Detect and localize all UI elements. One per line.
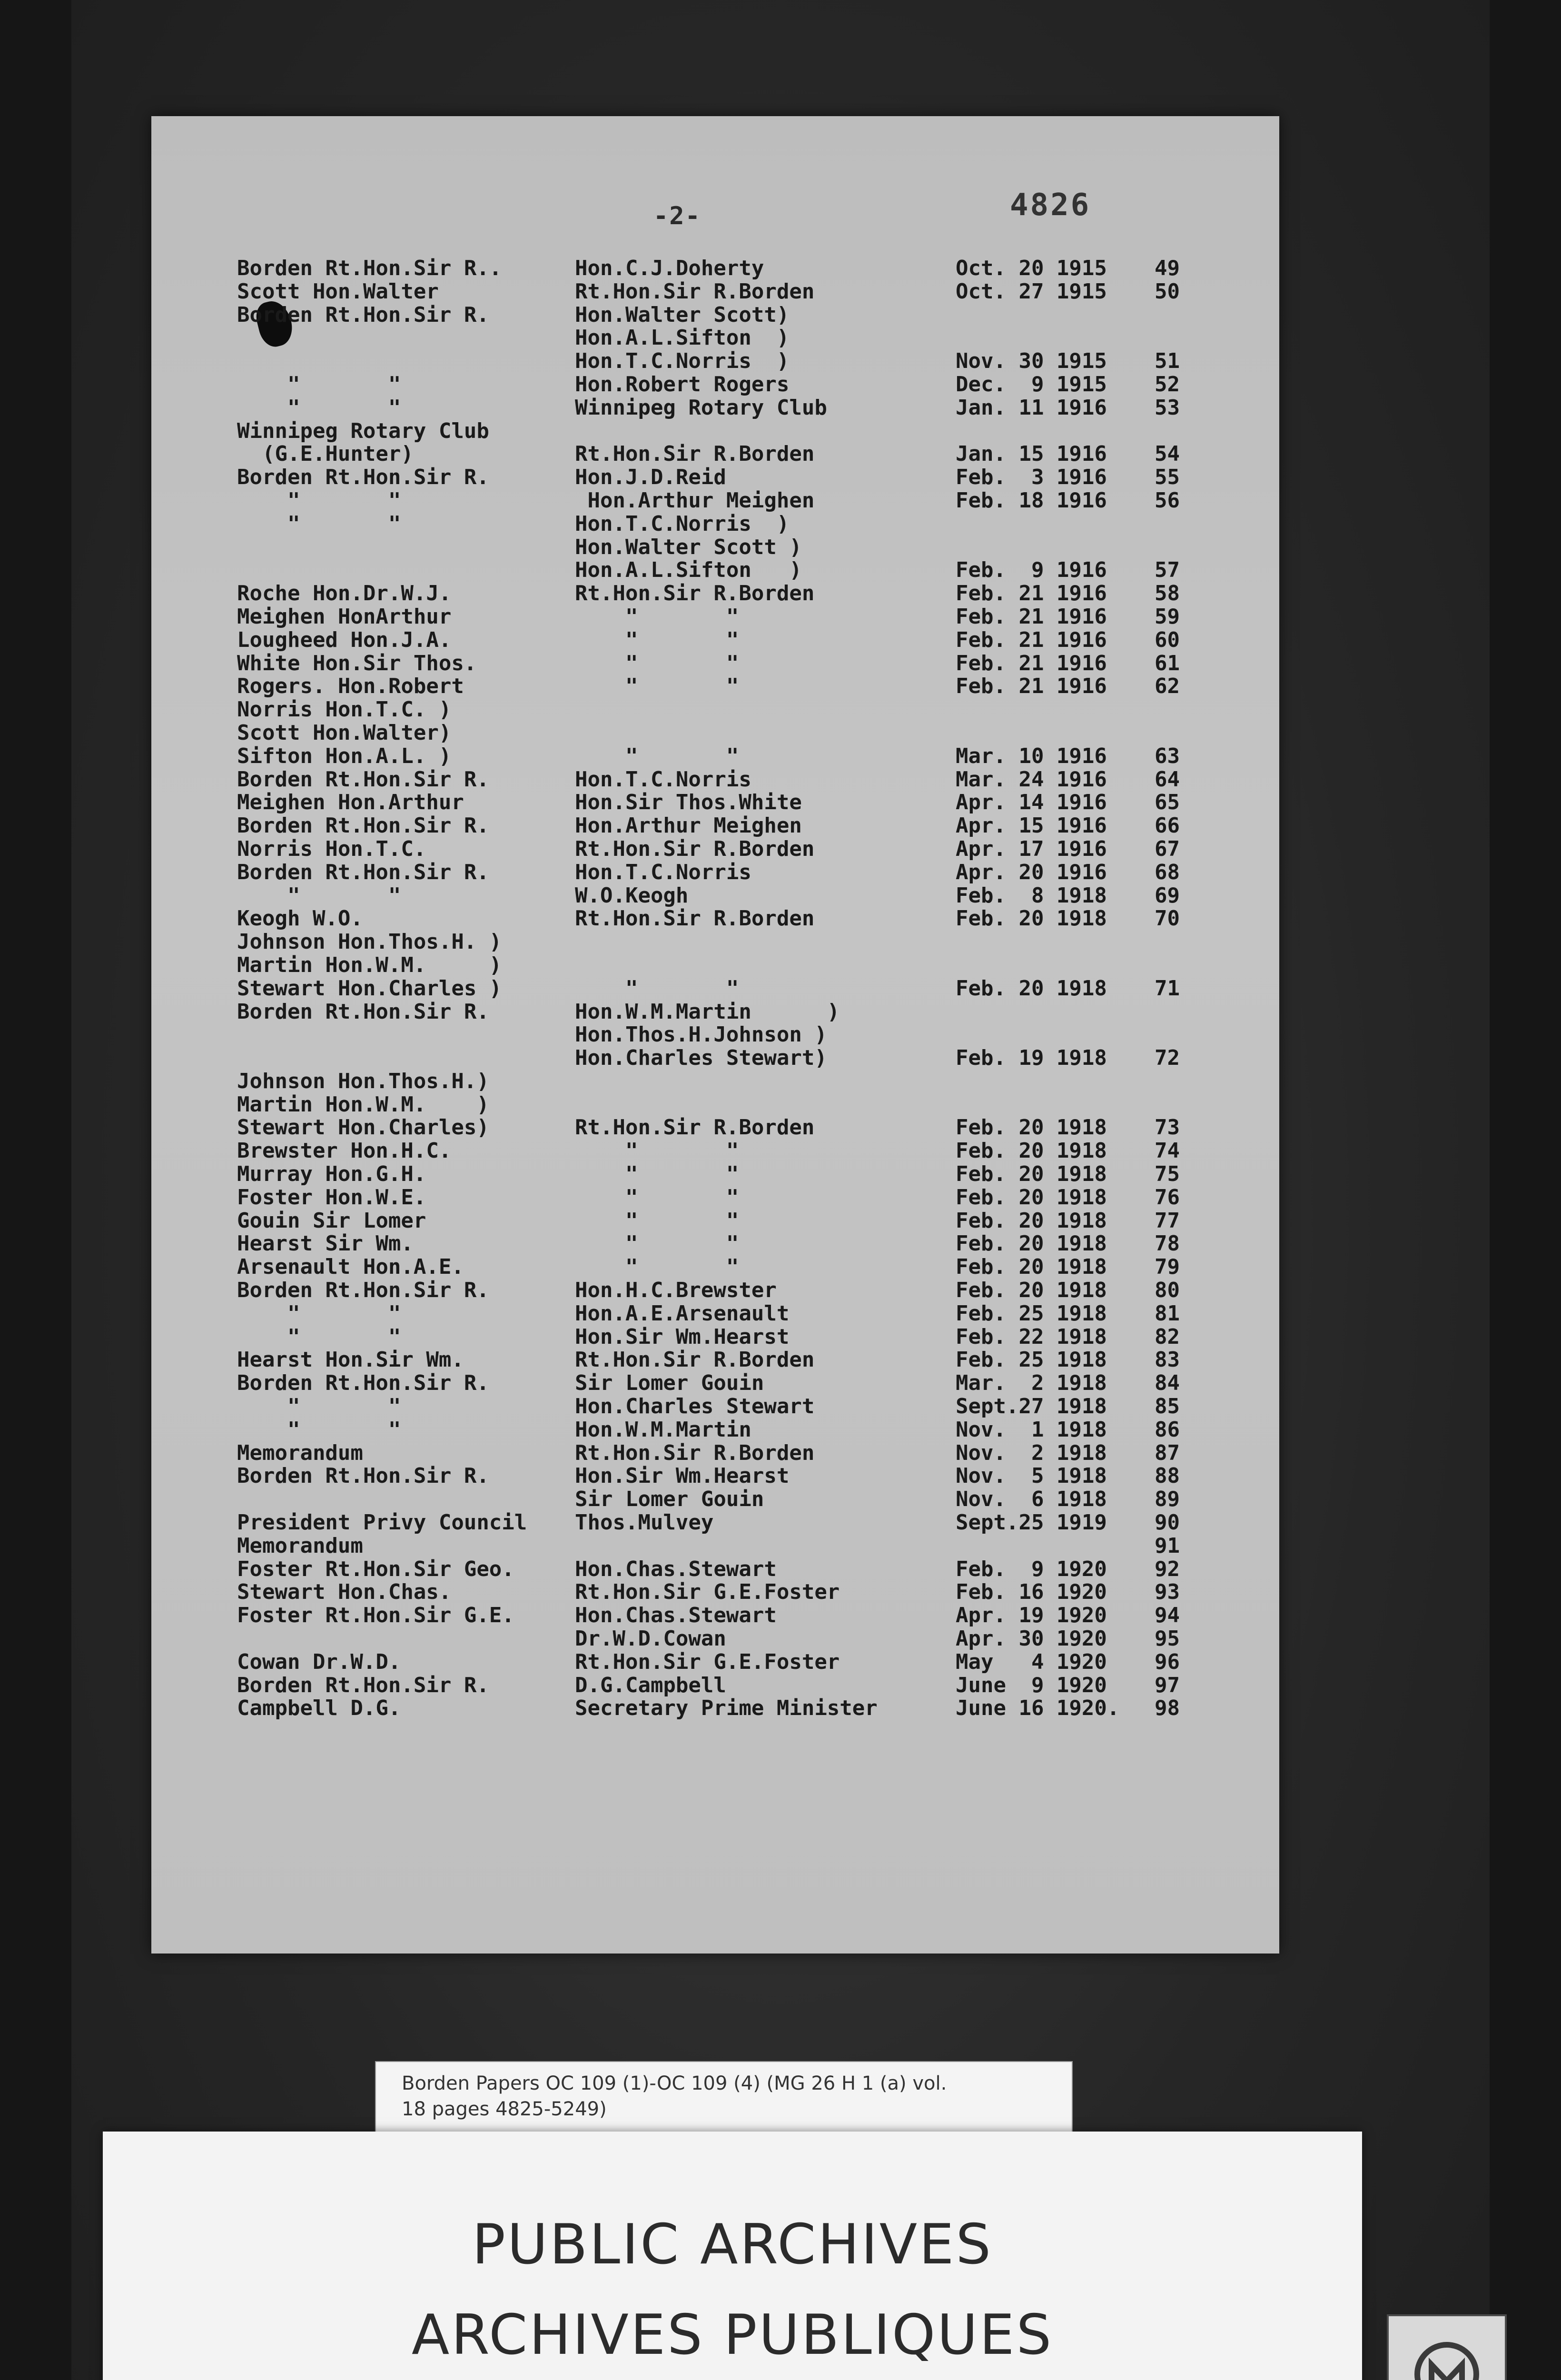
- entry-to: W.O.Keogh: [575, 883, 689, 908]
- entry-from: " ": [237, 511, 401, 536]
- entry-from: Keogh W.O.: [237, 906, 363, 931]
- entry-from: Norris Hon.T.C.: [237, 836, 426, 861]
- entry-number: 90: [1155, 1510, 1180, 1535]
- entry-from: " ": [237, 372, 401, 397]
- entry-from: Borden Rt.Hon.Sir R.: [237, 999, 489, 1024]
- entry-from: " ": [237, 1324, 401, 1349]
- entry-date: Feb. 19 1918: [956, 1046, 1107, 1071]
- entry-to: Hon.A.L.Sifton ): [575, 326, 790, 350]
- list-item: [151, 629, 1279, 652]
- entry-date: Sept.27 1918: [956, 1394, 1107, 1419]
- page-marker: -2-: [653, 202, 701, 230]
- entry-date: Sept.25 1919: [956, 1510, 1107, 1535]
- list-item: [151, 1210, 1279, 1233]
- list-item: [151, 1186, 1279, 1210]
- entry-to: Rt.Hon.Sir R.Borden: [575, 1115, 815, 1140]
- entry-date: Apr. 15 1916: [956, 813, 1107, 838]
- list-item: [151, 1442, 1279, 1465]
- entry-date: Apr. 14 1916: [956, 790, 1107, 815]
- entry-number: 73: [1155, 1115, 1180, 1140]
- list-item: [151, 814, 1279, 838]
- entry-to: " ": [575, 674, 739, 699]
- list-item: [151, 1418, 1279, 1442]
- list-item: [151, 722, 1279, 745]
- entry-number: 89: [1155, 1487, 1180, 1512]
- list-item: [151, 1488, 1279, 1511]
- entry-from: Arsenault Hon.A.E.: [237, 1255, 464, 1279]
- entry-number: 77: [1155, 1208, 1180, 1233]
- entry-date: Mar. 24 1916: [956, 767, 1107, 792]
- entry-number: 60: [1155, 627, 1180, 652]
- entry-from: Murray Hon.G.H.: [237, 1162, 426, 1187]
- entry-to: Hon.Walter Scott ): [575, 535, 802, 559]
- entry-from: Scott Hon.Walter): [237, 720, 452, 745]
- list-item: [151, 954, 1279, 977]
- entry-from: Memorandum: [237, 1533, 363, 1558]
- entry-from: Meighen HonArthur: [237, 604, 452, 629]
- entry-number: 56: [1155, 488, 1180, 513]
- list-item: [151, 1535, 1279, 1558]
- entry-from: Borden Rt.Hon.Sir R..: [237, 256, 502, 280]
- film-frame-right: [1490, 0, 1561, 2380]
- entry-to: Hon.H.C.Brewster: [575, 1278, 777, 1303]
- entry-date: June 9 1920: [956, 1673, 1107, 1697]
- entry-to: " ": [575, 1255, 739, 1279]
- entry-from: Borden Rt.Hon.Sir R.: [237, 1371, 489, 1396]
- list-item: [151, 304, 1279, 327]
- list-item: [151, 1256, 1279, 1279]
- entry-to: Hon.J.D.Reid: [575, 465, 726, 490]
- entry-date: Nov. 2 1918: [956, 1440, 1107, 1465]
- list-item: [151, 513, 1279, 536]
- entry-date: May 4 1920: [956, 1649, 1107, 1674]
- entry-number: 81: [1155, 1301, 1180, 1326]
- entry-number: 83: [1155, 1348, 1180, 1372]
- entry-from: Hearst Hon.Sir Wm.: [237, 1348, 464, 1372]
- entry-date: Feb. 25 1918: [956, 1301, 1107, 1326]
- list-item: [151, 1116, 1279, 1140]
- entry-to: Rt.Hon.Sir R.Borden: [575, 836, 815, 861]
- entry-from: Lougheed Hon.J.A.: [237, 627, 452, 652]
- correspondence-list: [151, 257, 1279, 1720]
- entry-date: Feb. 20 1918: [956, 1185, 1107, 1210]
- entry-date: Feb. 22 1918: [956, 1324, 1107, 1349]
- entry-to: " ": [575, 651, 739, 675]
- entry-to: Winnipeg Rotary Club: [575, 395, 827, 420]
- entry-number: 85: [1155, 1394, 1180, 1419]
- entry-date: Feb. 3 1916: [956, 465, 1107, 490]
- list-item: [151, 466, 1279, 489]
- entry-to: Thos.Mulvey: [575, 1510, 714, 1535]
- reel-label: [375, 2061, 1073, 2134]
- entry-from: Stewart Hon.Charles ): [237, 976, 502, 1001]
- entry-date: Feb. 21 1916: [956, 604, 1107, 629]
- entry-date: Feb. 9 1920: [956, 1557, 1107, 1581]
- list-item: [151, 1023, 1279, 1047]
- entry-number: 49: [1155, 256, 1180, 280]
- entry-to: Hon.C.J.Doherty: [575, 256, 764, 280]
- entry-to: Hon.Charles Stewart: [575, 1394, 815, 1419]
- list-item: [151, 1581, 1279, 1604]
- entry-date: June 16 1920.: [956, 1696, 1120, 1721]
- entry-to: Sir Lomer Gouin: [575, 1371, 764, 1396]
- list-item: [151, 745, 1279, 768]
- entry-number: 79: [1155, 1255, 1180, 1279]
- list-item: [151, 1558, 1279, 1581]
- archives-logo-icon: [1387, 2314, 1507, 2380]
- list-item: [151, 1395, 1279, 1418]
- entry-from: Martin Hon.W.M. ): [237, 1092, 489, 1117]
- entry-date: Feb. 21 1916: [956, 627, 1107, 652]
- entry-date: Nov. 30 1915: [956, 349, 1107, 374]
- list-item: [151, 698, 1279, 722]
- entry-to: Hon.Sir Wm.Hearst: [575, 1464, 790, 1488]
- entry-number: 92: [1155, 1557, 1180, 1581]
- entry-to: Hon.A.L.Sifton ): [575, 558, 802, 583]
- list-item: [151, 1349, 1279, 1372]
- entry-from: Borden Rt.Hon.Sir R.: [237, 1278, 489, 1303]
- entry-date: Feb. 9 1916: [956, 558, 1107, 583]
- entry-from: Borden Rt.Hon.Sir R.: [237, 1464, 489, 1488]
- folio-number: 4826: [1010, 188, 1091, 223]
- entry-date: Feb. 18 1916: [956, 488, 1107, 513]
- entry-to: Hon.Arthur Meighen: [575, 488, 815, 513]
- entry-date: Mar. 10 1916: [956, 744, 1107, 768]
- entry-from: Roche Hon.Dr.W.J.: [237, 581, 452, 606]
- list-item: [151, 1511, 1279, 1535]
- entry-number: 80: [1155, 1278, 1180, 1303]
- list-item: [151, 1465, 1279, 1488]
- list-item: [151, 582, 1279, 605]
- entry-number: 97: [1155, 1673, 1180, 1697]
- list-item: [151, 861, 1279, 884]
- entry-to: Hon.Walter Scott): [575, 302, 790, 327]
- list-item: [151, 931, 1279, 954]
- entry-from: Johnson Hon.Thos.H.): [237, 1069, 489, 1093]
- entry-from: " ": [237, 883, 401, 908]
- entry-to: " ": [575, 627, 739, 652]
- entry-number: 87: [1155, 1440, 1180, 1465]
- entry-date: Dec. 9 1915: [956, 372, 1107, 397]
- list-item: [151, 1604, 1279, 1627]
- card-title-fr: ARCHIVES PUBLIQUES: [411, 2303, 1054, 2367]
- entry-number: 88: [1155, 1464, 1180, 1488]
- entry-from: Borden Rt.Hon.Sir R.: [237, 302, 489, 327]
- entry-date: Nov. 5 1918: [956, 1464, 1107, 1488]
- entry-to: " ": [575, 1185, 739, 1210]
- entry-date: Feb. 21 1916: [956, 581, 1107, 606]
- entry-date: Feb. 20 1918: [956, 1139, 1107, 1163]
- entry-from: Stewart Hon.Chas.: [237, 1580, 452, 1605]
- entry-number: 98: [1155, 1696, 1180, 1721]
- entry-from: Borden Rt.Hon.Sir R.: [237, 767, 489, 792]
- list-item: [151, 1070, 1279, 1093]
- entry-from: " ": [237, 395, 401, 420]
- entry-date: Apr. 19 1920: [956, 1603, 1107, 1628]
- list-item: [151, 1326, 1279, 1349]
- entry-date: Nov. 6 1918: [956, 1487, 1107, 1512]
- entry-from: Stewart Hon.Charles): [237, 1115, 489, 1140]
- entry-number: 58: [1155, 581, 1180, 606]
- entry-date: Oct. 27 1915: [956, 279, 1107, 304]
- entry-date: Feb. 20 1918: [956, 1278, 1107, 1303]
- entry-from: Winnipeg Rotary Club: [237, 418, 489, 443]
- entry-from: Gouin Sir Lomer: [237, 1208, 426, 1233]
- entry-number: 63: [1155, 744, 1180, 768]
- entry-number: 82: [1155, 1324, 1180, 1349]
- entry-from: Borden Rt.Hon.Sir R.: [237, 860, 489, 884]
- entry-from: Norris Hon.T.C. ): [237, 697, 452, 722]
- entry-number: 51: [1155, 349, 1180, 374]
- entry-to: Rt.Hon.Sir R.Borden: [575, 442, 815, 466]
- entry-date: Feb. 20 1918: [956, 1231, 1107, 1256]
- list-item: [151, 420, 1279, 443]
- entry-to: Hon.Robert Rogers: [575, 372, 790, 397]
- entry-number: 95: [1155, 1626, 1180, 1651]
- entry-number: 84: [1155, 1371, 1180, 1396]
- list-item: [151, 791, 1279, 814]
- list-item: [151, 1093, 1279, 1117]
- entry-number: 52: [1155, 372, 1180, 397]
- list-item: [151, 373, 1279, 397]
- entry-date: Feb. 20 1918: [956, 1255, 1107, 1279]
- list-item: [151, 977, 1279, 1001]
- entry-from: Borden Rt.Hon.Sir R.: [237, 1673, 489, 1697]
- entry-from: Campbell D.G.: [237, 1696, 401, 1721]
- list-item: [151, 907, 1279, 931]
- document-page: [151, 116, 1279, 1954]
- list-item: [151, 884, 1279, 908]
- list-item: [151, 397, 1279, 420]
- entry-from: Hearst Sir Wm.: [237, 1231, 414, 1256]
- list-item: [151, 1232, 1279, 1256]
- entry-from: Memorandum: [237, 1440, 363, 1465]
- entry-to: " ": [575, 744, 739, 768]
- entry-to: Dr.W.D.Cowan: [575, 1626, 726, 1651]
- list-item: [151, 1651, 1279, 1674]
- list-item: [151, 559, 1279, 582]
- entry-to: Hon.Chas.Stewart: [575, 1603, 777, 1628]
- entry-to: Hon.Thos.H.Johnson ): [575, 1022, 827, 1047]
- list-item: [151, 350, 1279, 373]
- entry-number: 69: [1155, 883, 1180, 908]
- entry-number: 54: [1155, 442, 1180, 466]
- list-item: [151, 1047, 1279, 1070]
- entry-to: " ": [575, 976, 739, 1001]
- entry-to: Sir Lomer Gouin: [575, 1487, 764, 1512]
- entry-to: Hon.W.M.Martin ): [575, 999, 840, 1024]
- list-item: [151, 536, 1279, 559]
- list-item: [151, 1163, 1279, 1186]
- list-item: [151, 605, 1279, 629]
- entry-date: Jan. 15 1916: [956, 442, 1107, 466]
- entry-from: (G.E.Hunter): [237, 442, 414, 466]
- entry-from: Martin Hon.W.M. ): [237, 952, 502, 977]
- entry-from: Foster Rt.Hon.Sir Geo.: [237, 1557, 514, 1581]
- list-item: [151, 768, 1279, 792]
- entry-number: 59: [1155, 604, 1180, 629]
- entry-number: 74: [1155, 1139, 1180, 1163]
- entry-to: " ": [575, 1231, 739, 1256]
- entry-number: 68: [1155, 860, 1180, 884]
- entry-date: Feb. 20 1918: [956, 1115, 1107, 1140]
- entry-from: Cowan Dr.W.D.: [237, 1649, 401, 1674]
- list-item: [151, 280, 1279, 304]
- list-item: [151, 327, 1279, 350]
- entry-from: Brewster Hon.H.C.: [237, 1139, 452, 1163]
- entry-date: Jan. 11 1916: [956, 395, 1107, 420]
- entry-number: 64: [1155, 767, 1180, 792]
- entry-to: Hon.T.C.Norris: [575, 860, 751, 884]
- entry-number: 67: [1155, 836, 1180, 861]
- list-item: [151, 1697, 1279, 1720]
- entry-date: Feb. 25 1918: [956, 1348, 1107, 1372]
- entry-date: Apr. 20 1916: [956, 860, 1107, 884]
- label-line-1: Borden Papers OC 109 (1)-OC 109 (4) (MG 26 H 1 (a) vol.: [402, 2073, 947, 2094]
- entry-to: " ": [575, 604, 739, 629]
- entry-number: 72: [1155, 1046, 1180, 1071]
- entry-to: Hon.A.E.Arsenault: [575, 1301, 790, 1326]
- entry-to: " ": [575, 1162, 739, 1187]
- entry-date: Feb. 8 1918: [956, 883, 1107, 908]
- entry-from: Rogers. Hon.Robert: [237, 674, 464, 699]
- entry-from: Borden Rt.Hon.Sir R.: [237, 465, 489, 490]
- list-item: [151, 838, 1279, 861]
- entry-date: Feb. 20 1918: [956, 1208, 1107, 1233]
- entry-number: 50: [1155, 279, 1180, 304]
- entry-to: Rt.Hon.Sir R.Borden: [575, 279, 815, 304]
- entry-number: 78: [1155, 1231, 1180, 1256]
- list-item: [151, 675, 1279, 698]
- entry-number: 57: [1155, 558, 1180, 583]
- card-title-en: PUBLIC ARCHIVES: [472, 2212, 993, 2277]
- entry-to: Rt.Hon.Sir G.E.Foster: [575, 1649, 840, 1674]
- entry-from: Sifton Hon.A.L. ): [237, 744, 452, 768]
- entry-date: Mar. 2 1918: [956, 1371, 1107, 1396]
- film-frame-left: [0, 0, 71, 2380]
- entry-from: Foster Hon.W.E.: [237, 1185, 426, 1210]
- list-item: [151, 1140, 1279, 1163]
- entry-date: Feb. 20 1918: [956, 906, 1107, 931]
- entry-from: Scott Hon.Walter: [237, 279, 439, 304]
- list-item: [151, 1279, 1279, 1302]
- list-item: [151, 257, 1279, 280]
- entry-number: 65: [1155, 790, 1180, 815]
- list-item: [151, 652, 1279, 675]
- entry-number: 71: [1155, 976, 1180, 1001]
- entry-from: White Hon.Sir Thos.: [237, 651, 477, 675]
- entry-to: Rt.Hon.Sir R.Borden: [575, 581, 815, 606]
- entry-date: Apr. 30 1920: [956, 1626, 1107, 1651]
- entry-to: Rt.Hon.Sir G.E.Foster: [575, 1580, 840, 1605]
- label-line-2: 18 pages 4825-5249): [402, 2098, 607, 2120]
- entry-date: Apr. 17 1916: [956, 836, 1107, 861]
- list-item: [151, 1302, 1279, 1326]
- entry-to: Rt.Hon.Sir R.Borden: [575, 1440, 815, 1465]
- entry-to: " ": [575, 1139, 739, 1163]
- list-item: [151, 489, 1279, 513]
- archives-card: [103, 2132, 1362, 2380]
- entry-to: Hon.Sir Thos.White: [575, 790, 802, 815]
- entry-to: Hon.Sir Wm.Hearst: [575, 1324, 790, 1349]
- entry-from: " ": [237, 1417, 401, 1442]
- entry-number: 70: [1155, 906, 1180, 931]
- entry-to: Hon.T.C.Norris: [575, 767, 751, 792]
- entry-date: Feb. 21 1916: [956, 674, 1107, 699]
- entry-from: Borden Rt.Hon.Sir R.: [237, 813, 489, 838]
- entry-to: " ": [575, 1208, 739, 1233]
- entry-number: 93: [1155, 1580, 1180, 1605]
- entry-from: Meighen Hon.Arthur: [237, 790, 464, 815]
- entry-from: " ": [237, 1301, 401, 1326]
- entry-from: " ": [237, 1394, 401, 1419]
- entry-number: 55: [1155, 465, 1180, 490]
- entry-number: 94: [1155, 1603, 1180, 1628]
- entry-date: Feb. 20 1918: [956, 976, 1107, 1001]
- entry-to: Hon.Chas.Stewart: [575, 1557, 777, 1581]
- list-item: [151, 1627, 1279, 1651]
- entry-to: Hon.T.C.Norris ): [575, 511, 790, 536]
- entry-to: Hon.T.C.Norris ): [575, 349, 790, 374]
- entry-number: 86: [1155, 1417, 1180, 1442]
- entry-to: Hon.Arthur Meighen: [575, 813, 802, 838]
- entry-number: 96: [1155, 1649, 1180, 1674]
- entry-to: Hon.W.M.Martin: [575, 1417, 751, 1442]
- list-item: [151, 1001, 1279, 1024]
- logo-mark-icon: [1404, 2331, 1490, 2380]
- list-item: [151, 443, 1279, 466]
- entry-to: Hon.Charles Stewart): [575, 1046, 827, 1071]
- entry-from: President Privy Council: [237, 1510, 527, 1535]
- entry-from: Johnson Hon.Thos.H. ): [237, 930, 502, 954]
- entry-to: Secretary Prime Minister: [575, 1696, 878, 1721]
- list-item: [151, 1372, 1279, 1395]
- list-item: [151, 1674, 1279, 1697]
- entry-date: Feb. 21 1916: [956, 651, 1107, 675]
- entry-date: Feb. 16 1920: [956, 1580, 1107, 1605]
- entry-number: 75: [1155, 1162, 1180, 1187]
- entry-number: 76: [1155, 1185, 1180, 1210]
- entry-date: Feb. 20 1918: [956, 1162, 1107, 1187]
- entry-to: Rt.Hon.Sir R.Borden: [575, 1348, 815, 1372]
- entry-number: 61: [1155, 651, 1180, 675]
- entry-to: Rt.Hon.Sir R.Borden: [575, 906, 815, 931]
- entry-to: D.G.Campbell: [575, 1673, 726, 1697]
- entry-number: 66: [1155, 813, 1180, 838]
- entry-from: " ": [237, 488, 401, 513]
- entry-number: 62: [1155, 674, 1180, 699]
- entry-date: Nov. 1 1918: [956, 1417, 1107, 1442]
- entry-number: 91: [1155, 1533, 1180, 1558]
- entry-from: Foster Rt.Hon.Sir G.E.: [237, 1603, 514, 1628]
- entry-date: Oct. 20 1915: [956, 256, 1107, 280]
- entry-number: 53: [1155, 395, 1180, 420]
